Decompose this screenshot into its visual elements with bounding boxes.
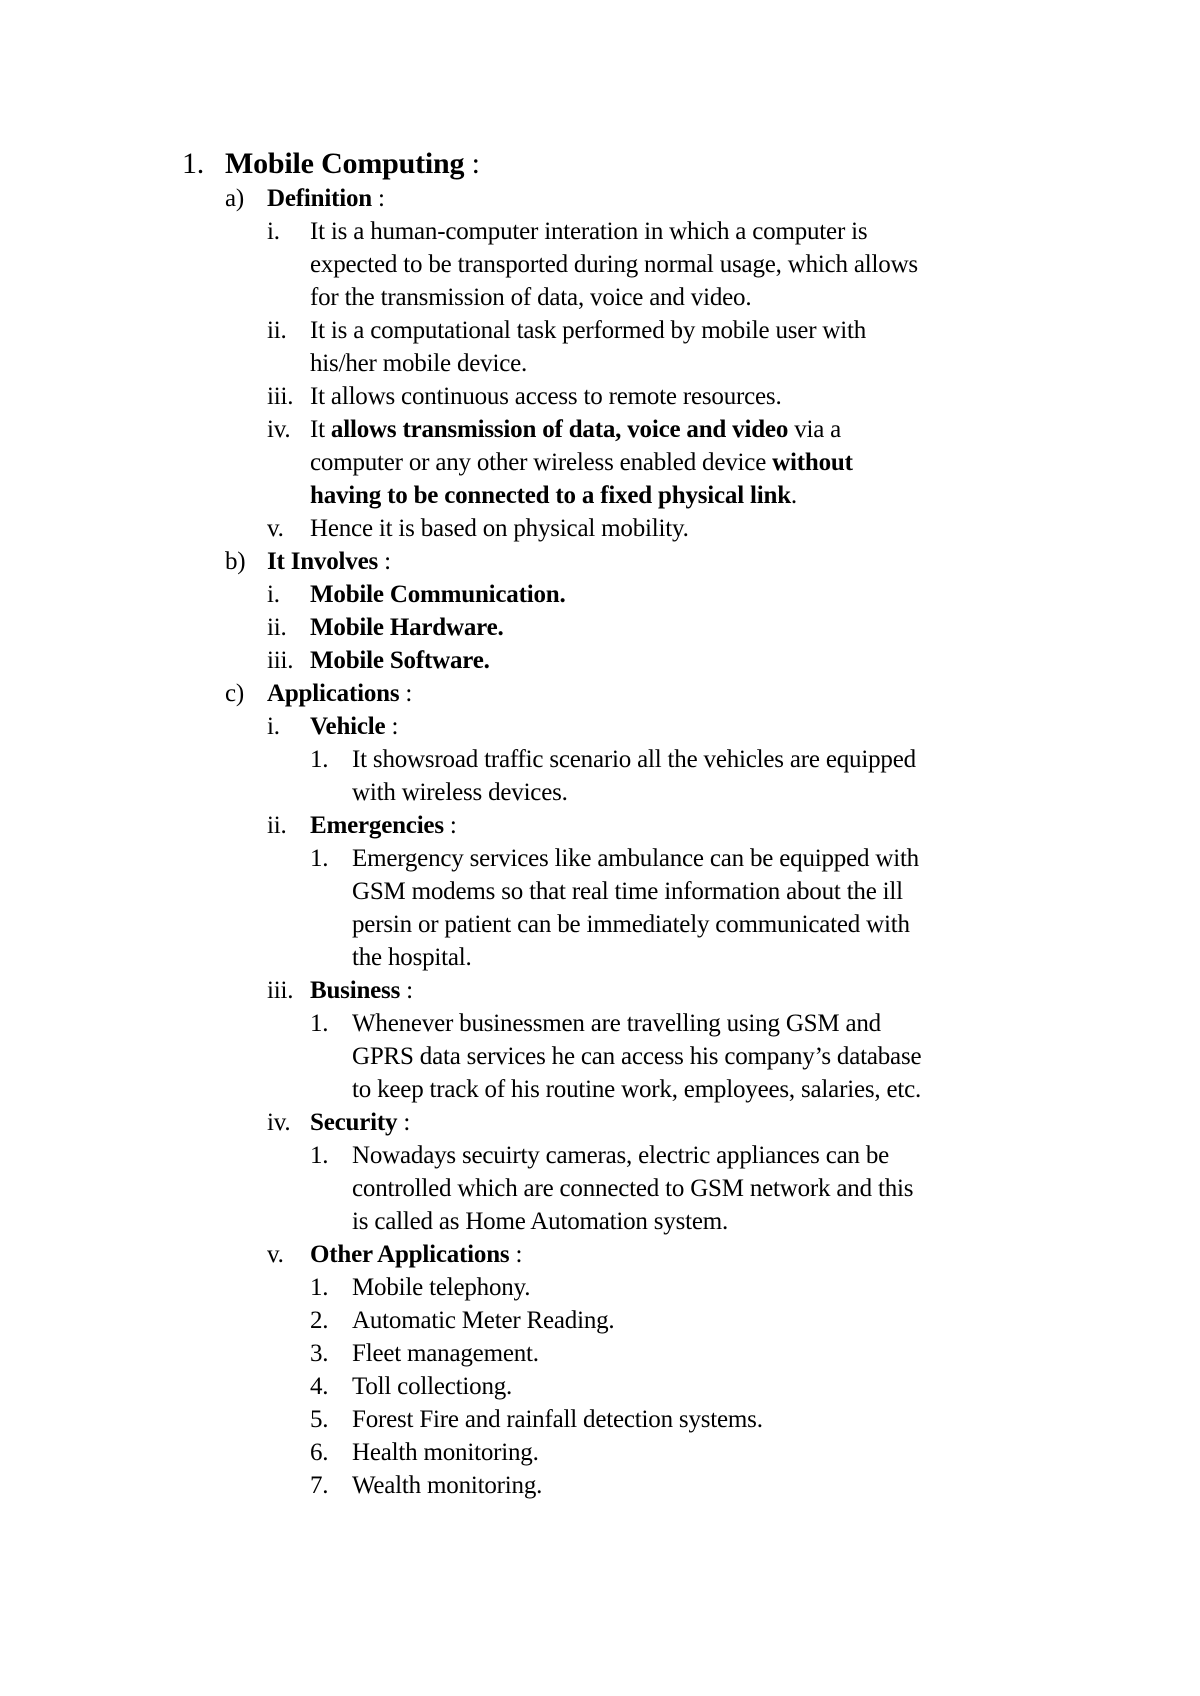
- other-applications-item-5-marker: 5.: [310, 1406, 329, 1433]
- emergencies-item-text-3: persin or patient can be immediately communicated with: [352, 911, 910, 938]
- security-item-text-1: Nowadays secuirty cameras, electric appliances can be: [352, 1142, 890, 1169]
- security-marker: iv.: [267, 1109, 291, 1136]
- other-applications-marker: v.: [267, 1241, 284, 1268]
- emergencies-item-marker: 1.: [310, 845, 329, 872]
- other-applications-item-7-marker: 7.: [310, 1472, 329, 1499]
- vehicle-item-text-1: It showsroad traffic scenario all the vehicles are equipped: [352, 746, 916, 773]
- business-item-text-3: to keep track of his routine work, employees, salaries, etc.: [352, 1076, 922, 1103]
- definition-item-4-text-1c: via a: [788, 416, 842, 443]
- definition-item-4-marker: iv.: [267, 416, 291, 443]
- other-applications-item-4-marker: 4.: [310, 1373, 329, 1400]
- emergencies-item-text-2: GSM modems so that real time information about the ill: [352, 878, 903, 905]
- section-number: 1.: [182, 147, 205, 180]
- section-title-label: Mobile Computing: [225, 147, 465, 180]
- other-applications-item-4-label: Toll collectiong.: [352, 1373, 513, 1400]
- definition-label: Definition: [267, 185, 372, 212]
- definition-item-4-text-3a: having to be connected to a fixed physical link: [310, 482, 791, 509]
- business-suffix: :: [400, 977, 413, 1004]
- other-applications-item-1-marker: 1.: [310, 1274, 329, 1301]
- business-label: Business: [310, 977, 401, 1004]
- involves-item-1-marker: i.: [267, 581, 280, 608]
- emergencies-marker: ii.: [267, 812, 287, 839]
- definition-item-1-marker: i.: [267, 218, 280, 245]
- involves-label: It Involves: [267, 548, 379, 575]
- other-applications-label: Other Applications: [310, 1241, 510, 1268]
- definition-item-5-marker: v.: [267, 515, 284, 542]
- definition-item-3-marker: iii.: [267, 383, 294, 410]
- other-applications-suffix: :: [509, 1241, 523, 1268]
- emergencies-item-text-4: the hospital.: [352, 944, 472, 971]
- vehicle-suffix: :: [385, 713, 399, 740]
- vehicle-marker: i.: [267, 713, 280, 740]
- definition-item-3-text-1: It allows continuous access to remote resources.: [310, 383, 782, 410]
- other-applications-item-3-label: Fleet management.: [352, 1340, 539, 1367]
- definition-marker: a): [225, 185, 245, 212]
- definition-item-1-text-2: expected to be transported during normal usage, which allows: [310, 251, 918, 278]
- involves-item-2-marker: ii.: [267, 614, 287, 641]
- business-marker: iii.: [267, 977, 294, 1004]
- involves-marker: b): [225, 548, 246, 575]
- definition-item-2-text-1: It is a computational task performed by mobile user with: [310, 317, 867, 344]
- definition-item-5-text-1: Hence it is based on physical mobility.: [310, 515, 689, 542]
- other-applications-item-5-label: Forest Fire and rainfall detection systems.: [352, 1406, 763, 1433]
- security-item-text-2: controlled which are connected to GSM network and this: [352, 1175, 914, 1202]
- vehicle-item-marker: 1.: [310, 746, 329, 773]
- security-item-marker: 1.: [310, 1142, 329, 1169]
- other-applications-item-1-label: Mobile telephony.: [352, 1274, 531, 1301]
- other-applications-item-2-label: Automatic Meter Reading.: [352, 1307, 615, 1334]
- vehicle-item-text-2: with wireless devices.: [352, 779, 568, 806]
- definition-item-4-text-3b: .: [790, 482, 797, 509]
- emergencies-suffix: :: [443, 812, 457, 839]
- vehicle-label: Vehicle: [310, 713, 386, 740]
- involves-item-2-label: Mobile Hardware.: [310, 614, 504, 641]
- business-item-marker: 1.: [310, 1010, 329, 1037]
- involves-item-1-label: Mobile Communication.: [310, 581, 566, 608]
- section-title-suffix: :: [464, 147, 480, 180]
- definition-item-4-text-2a: computer or any other wireless enabled device: [310, 449, 773, 476]
- business-item-text-2: GPRS data services he can access his company’s database: [352, 1043, 922, 1070]
- applications-suffix: :: [399, 680, 413, 707]
- other-applications-item-6-label: Health monitoring.: [352, 1439, 539, 1466]
- involves-suffix: :: [378, 548, 391, 575]
- other-applications-item-7-label: Wealth monitoring.: [352, 1472, 543, 1499]
- definition-item-2-marker: ii.: [267, 317, 287, 344]
- definition-item-1-text-1: It is a human-computer interation in which a computer is: [310, 218, 868, 245]
- definition-item-2-text-2: his/her mobile device.: [310, 350, 528, 377]
- other-applications-item-3-marker: 3.: [310, 1340, 329, 1367]
- definition-item-4-text-1a: It: [310, 416, 331, 443]
- applications-label: Applications: [267, 680, 400, 707]
- definition-item-1-text-3: for the transmission of data, voice and video.: [310, 284, 752, 311]
- emergencies-item-text-1: Emergency services like ambulance can be equipped with: [352, 845, 919, 872]
- security-suffix: :: [397, 1109, 411, 1136]
- involves-item-3-marker: iii.: [267, 647, 294, 674]
- involves-item-3-label: Mobile Software.: [310, 647, 490, 674]
- applications-marker: c): [225, 680, 245, 707]
- business-item-text-1: Whenever businessmen are travelling using GSM and: [352, 1010, 881, 1037]
- definition-suffix: :: [371, 185, 385, 212]
- other-applications-item-2-marker: 2.: [310, 1307, 329, 1334]
- definition-item-4-text-2b: without: [772, 449, 853, 476]
- section-title-text: [225, 146, 480, 182]
- other-applications-item-6-marker: 6.: [310, 1439, 329, 1466]
- emergencies-label: Emergencies: [310, 812, 444, 839]
- definition-item-4-text-1b: allows transmission of data, voice and video: [330, 416, 789, 443]
- security-item-text-3: is called as Home Automation system.: [352, 1208, 729, 1235]
- security-label: Security: [310, 1109, 398, 1136]
